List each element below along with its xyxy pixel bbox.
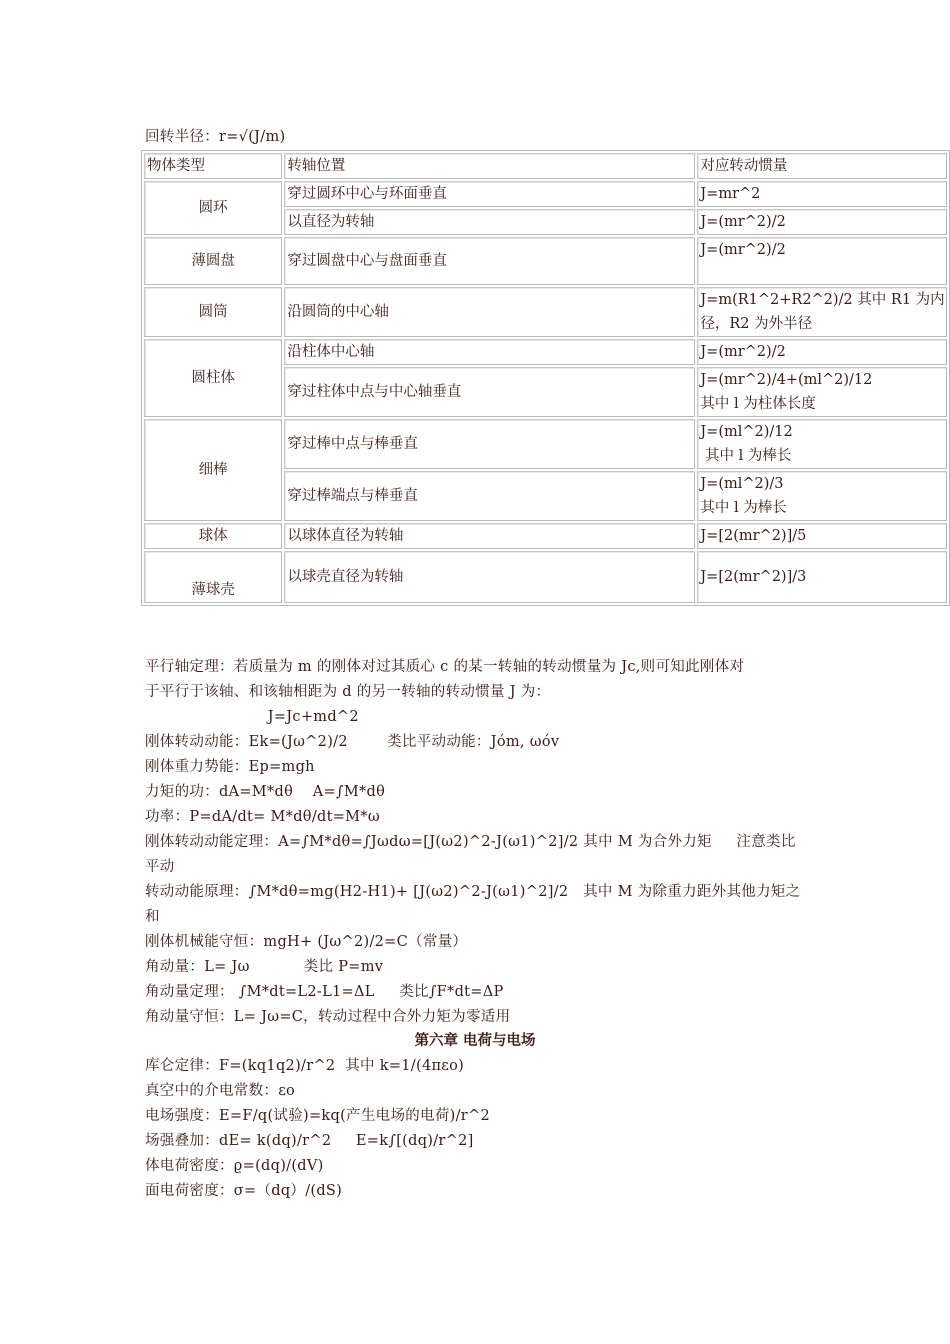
axis-cell: 以球壳直径为转轴 <box>284 551 695 603</box>
table-row <box>144 287 947 337</box>
formula-cell <box>697 367 947 417</box>
type-cell: 圆环 <box>144 181 282 235</box>
formula-cell: J=(mr^2)/2 <box>697 209 947 235</box>
formula-cell: J=(mr^2)/2 <box>697 237 947 285</box>
table-row <box>144 419 947 469</box>
text-line: 体电荷密度：ϱ=(dq)/(dV) <box>145 1158 324 1174</box>
text-line: 功率：P=dA/dt= M*dθ/dt=M*ω <box>145 809 380 825</box>
table-row <box>144 181 947 207</box>
table-row <box>144 523 947 549</box>
type-cell: 圆柱体 <box>144 339 282 417</box>
type-cell: 圆筒 <box>144 287 282 337</box>
formula-line: 其中 l 为柱体长度 <box>700 396 816 412</box>
header-axis-position: 转轴位置 <box>284 153 695 179</box>
formula-cell <box>697 419 947 469</box>
text-line: 场强叠加：dE= k(dq)/r^2 E=k∫[(dq)/r^2] <box>145 1133 474 1149</box>
table-header-row <box>144 153 947 179</box>
formula-cell: J=[2(mr^2)]/5 <box>697 523 947 549</box>
text-line: 库仑定律：F=(kq1q2)/r^2 其中 k=1/(4πεo) <box>145 1058 465 1074</box>
chapter-title: 第六章 电荷与电场 <box>414 1032 536 1049</box>
text-line: 角动量：L= Jω 类比 P=mv <box>145 959 384 975</box>
text-line: 真空中的介电常数：εo <box>145 1083 296 1099</box>
formula-line: 其中 l 为棒长 <box>700 448 792 464</box>
axis-cell: 沿圆筒的中心轴 <box>284 287 695 337</box>
type-cell: 球体 <box>144 523 282 549</box>
axis-cell: 穿过圆盘中心与盘面垂直 <box>284 237 695 285</box>
type-cell: 薄球壳 <box>144 551 282 603</box>
formula-line: J=(ml^2)/3 <box>700 476 784 492</box>
axis-cell: 穿过棒中点与棒垂直 <box>284 419 695 469</box>
formula-cell <box>697 471 947 521</box>
text-line: 力矩的功：dA=M*dθ A=∫M*dθ <box>145 784 386 800</box>
header-object-type: 物体类型 <box>144 153 282 179</box>
text-line: 刚体机械能守恒：mgH+ (Jω^2)/2=C（常量） <box>145 934 468 950</box>
moment-of-inertia-table <box>141 150 950 606</box>
header-moment-of-inertia: 对应转动惯量 <box>697 153 947 179</box>
text-line: 刚体转动动能：Ek=(Jω^2)/2 类比平动动能：Jóm, ωóv <box>145 734 560 750</box>
formula-line: 径，R2 为外半径 <box>700 316 813 332</box>
axis-cell: 穿过柱体中点与中心轴垂直 <box>284 367 695 417</box>
axis-cell: 以球体直径为转轴 <box>284 523 695 549</box>
formula-line: J=Jc+md^2 <box>145 709 359 725</box>
formula-line: J=m(R1^2+R2^2)/2 其中 R1 为内 <box>700 292 945 308</box>
formula-line: 其中 l 为棒长 <box>700 500 787 516</box>
formula-cell: J=mr^2 <box>697 181 947 207</box>
text-line: 和 <box>145 909 160 925</box>
table-row <box>144 551 947 603</box>
text-line: 刚体重力势能：Ep=mgh <box>145 759 315 775</box>
text-line: 角动量守恒：L= Jω=C，转动过程中合外力矩为零适用 <box>145 1009 511 1025</box>
formula-cell: J=[2(mr^2)]/3 <box>697 551 947 603</box>
text-line: 平行轴定理：若质量为 m 的刚体对过其质心 c 的某一转轴的转动惯量为 Jc,则可知此刚体对 <box>145 659 745 675</box>
table-row <box>144 339 947 365</box>
table-row <box>144 237 947 285</box>
axis-cell: 沿柱体中心轴 <box>284 339 695 365</box>
text-line: 转动动能原理：∫M*dθ=mg(H2-H1)+ [J(ω2)^2-J(ω1)^2]/2 其中 M 为除重力距外其他力矩之 <box>145 884 801 900</box>
formula-cell: J=(mr^2)/2 <box>697 339 947 365</box>
formula-line: J=(mr^2)/4+(ml^2)/12 <box>700 372 873 388</box>
type-cell: 薄圆盘 <box>144 237 282 285</box>
formula-cell <box>697 287 947 337</box>
text-line: 平动 <box>145 859 175 875</box>
axis-cell: 穿过圆环中心与环面垂直 <box>284 181 695 207</box>
type-cell: 细棒 <box>144 419 282 521</box>
radius-of-gyration: 回转半径：r=√(J/m) <box>145 129 286 145</box>
axis-cell: 以直径为转轴 <box>284 209 695 235</box>
text-line: 角动量定理： ∫M*dt=L2-L1=ΔL 类比∫F*dt=ΔP <box>145 984 504 1000</box>
axis-cell: 穿过棒端点与棒垂直 <box>284 471 695 521</box>
text-line: 电场强度：E=F/q(试验)=kq(产生电场的电荷)/r^2 <box>145 1108 490 1124</box>
formula-line: J=(ml^2)/12 <box>700 424 793 440</box>
text-line: 面电荷密度：σ=（dq）/(dS) <box>145 1183 343 1199</box>
text-line: 刚体转动动能定理：A=∫M*dθ=∫Jωdω=[J(ω2)^2-J(ω1)^2]/2 其中 M 为合外力矩 注意类比 <box>145 834 796 850</box>
text-line: 于平行于该轴、和该轴相距为 d 的另一转轴的转动惯量 J 为： <box>145 684 551 700</box>
